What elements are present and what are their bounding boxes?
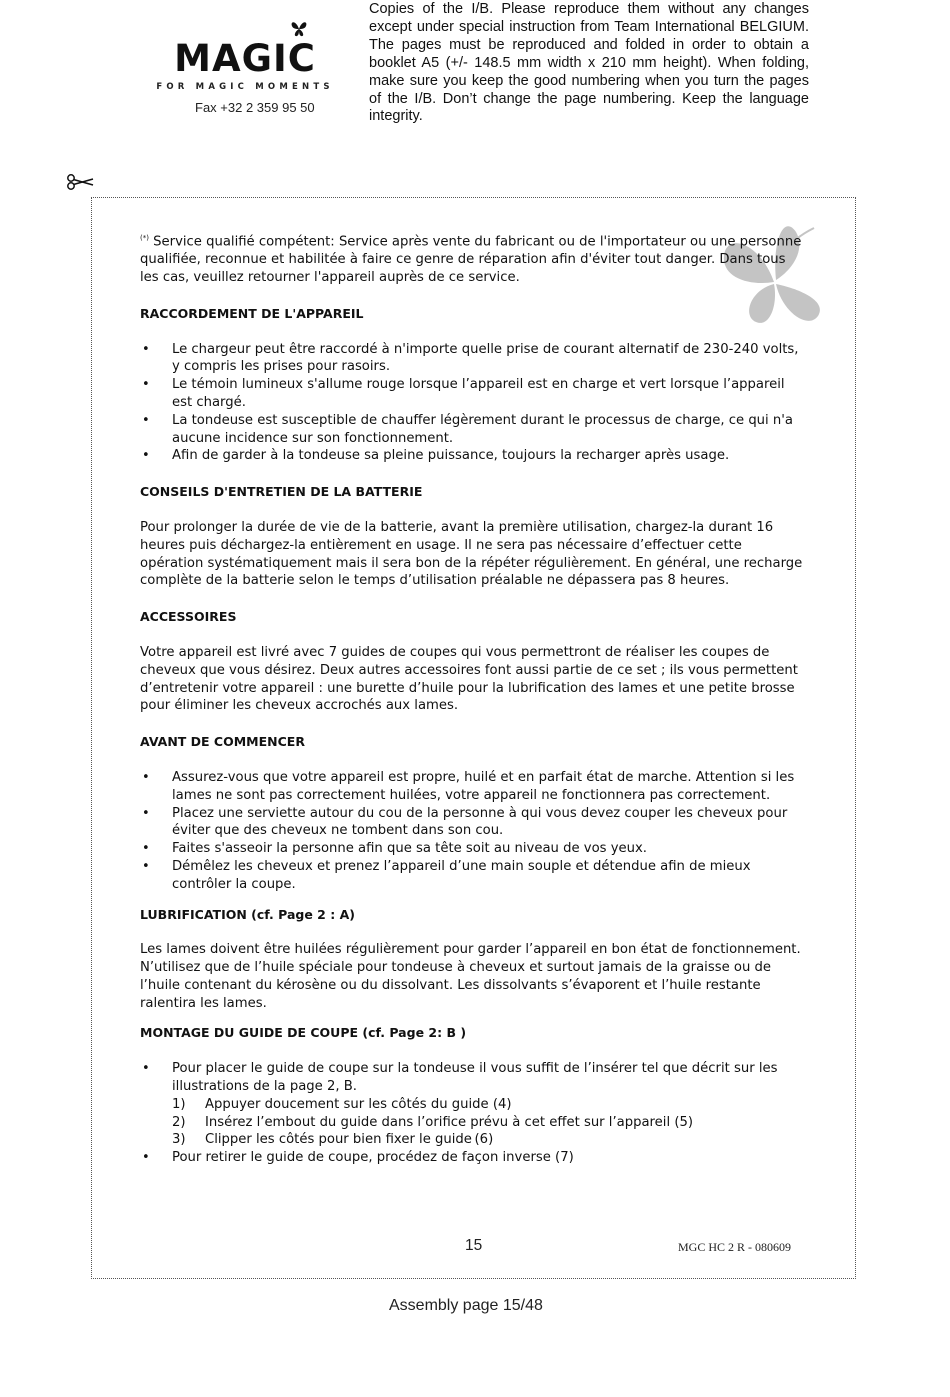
- list-item: • Pour retirer le guide de coupe, procédez de façon inverse (7): [142, 1150, 574, 1166]
- logo-tagline: FOR MAGIC MOMENTS: [156, 82, 334, 92]
- reference-code: MGC HC 2 R - 080609: [678, 1240, 792, 1254]
- section-heading-lubrification: LUBRIFICATION (cf. Page 2 : A): [140, 906, 355, 922]
- list-item: • Le témoin lumineux s'allume rouge lorsque l’appareil est en charge et vert lorsque l’appareil est chargé.: [142, 377, 785, 410]
- step-item: 1) Appuyer doucement sur les côtés du guide (4): [172, 1096, 512, 1112]
- manual-content: [140, 230, 806, 1167]
- lubrification-paragraph: Les lames doivent être huilées régulièrement pour garder l’appareil en bon état de fonctionnement. N’utilisez que de l’huile spéciale pour tondeuse à cheveux et surtout jamais de la graisse ou de l’huile contenant du kérosène ou du dissolvant. Les dissolvants s’évaporent et l’huile restante ralentira les lames.: [140, 942, 801, 1011]
- section-heading-conseils: CONSEILS D'ENTRETIEN DE LA BATTERIE: [140, 484, 423, 500]
- footnote-text: Service qualifié compétent: Service après vente du fabricant ou de l'importateur ou une personne qualifiée, reconnue et habilitée à faire ce genre de réparation afin d'éviter tout danger. Dans tous les cas, veuillez retourner l'appareil auprès de ce service.: [140, 234, 802, 285]
- list-item: • Le chargeur peut être raccordé à n'importe quelle prise de courant alternatif de 230-240 volts, y compris les prises pour rasoirs.: [142, 341, 799, 375]
- fax-number: Fax +32 2 359 95 50: [195, 100, 315, 115]
- assembly-page-label: Assembly page 15/48: [389, 1297, 543, 1314]
- list-item: • Afin de garder à la tondeuse sa pleine puissance, toujours la recharger après usage.: [142, 448, 730, 464]
- scissors-icon: [66, 173, 94, 191]
- section-heading-montage: MONTAGE DU GUIDE DE COUPE (cf. Page 2: B ): [140, 1025, 467, 1041]
- page-number: 15: [465, 1237, 483, 1254]
- section-heading-avant: AVANT DE COMMENCER: [140, 734, 305, 750]
- accessoires-paragraph: Votre appareil est livré avec 7 guides de coupes qui vous permettront de réaliser les coupes de cheveux que vous désirez. Deux autres accessoires font aussi partie de ce set ; ils vous permettent d’entretenir votre appareil : une burette d’huile pour la lubrification des lames et une petite brosse pour éliminer les cheveux accrochés aux lames.: [140, 644, 798, 714]
- step-item: 3) Clipper les côtés pour bien fixer le guide (6): [172, 1132, 494, 1148]
- list-item: • La tondeuse est susceptible de chauffer légèrement durant le processus de charge, ce qui n'a aucune incidence sur son fonctionnement.: [142, 412, 793, 446]
- montage-list: [140, 1060, 806, 1167]
- section-heading-accessoires: ACCESSOIRES: [140, 609, 237, 625]
- conseils-paragraph: Pour prolonger la durée de vie de la batterie, avant la première utilisation, chargez-la durant 16 heures puis déchargez-la entièrement en usage. Il ne sera pas nécessaire d’effectuer cette opération systématiquement mais il sera bon de la répéter régulièrement. En général, une recharge complète de la batterie selon le temps d’utilisation préalable ne dépassera pas 8 heures.: [140, 519, 803, 589]
- reproduction-instructions: Copies of the I/B. Please reproduce them without any changes except under special instruction from Team International BELGIUM. The pages must be reproduced and folded in order to obtain a booklet A5 (+/- 148.5 mm width x 210 mm height). When folding, make sure you keep the good numbering when you turn the pages of the I/B. Don’t change the page numbering. Keep the language integrity.: [369, 1, 809, 125]
- montage-steps: [172, 1096, 806, 1149]
- list-item: • Pour placer le guide de coupe sur la tondeuse il vous suffit de l’insérer tel que décrit sur les illustrations de la page 2, B. 1) Appuyer doucement sur les côtés du guide (4) 2) Insérez l’embout du guide dans l’orifice prévu à cet effet sur l’appareil (5) 3) Clipper les côtés pour bien fixer le guide (6): [140, 1060, 806, 1149]
- list-item: • Démêlez les cheveux et prenez l’appareil d’une main souple et détendue afin de mieux contrôler la coupe.: [142, 858, 751, 892]
- footnote-marker: (*): [140, 234, 149, 242]
- step-item: 2) Insérez l’embout du guide dans l’orifice prévu à cet effet sur l’appareil (5): [172, 1114, 693, 1130]
- magic-logo: [140, 22, 350, 92]
- footnote: [140, 230, 806, 287]
- logo-wordmark: MAGIC: [174, 37, 316, 80]
- list-item: • Faites s'asseoir la personne afin que sa tête soit au niveau de vos yeux.: [142, 841, 647, 857]
- section-heading-raccordement: RACCORDEMENT DE L'APPAREIL: [140, 305, 364, 321]
- avant-list: [140, 769, 806, 894]
- list-item: • Placez une serviette autour du cou de la personne à qui vous devez couper les cheveux pour éviter que des cheveux ne tombent dans son cou.: [142, 805, 788, 839]
- list-item: • Assurez-vous que votre appareil est propre, huilé et en parfait état de marche. Attention si les lames ne sont pas correctement huilées, votre appareil ne fonctionnera pas correctement.: [142, 769, 795, 803]
- raccordement-list: [140, 341, 806, 466]
